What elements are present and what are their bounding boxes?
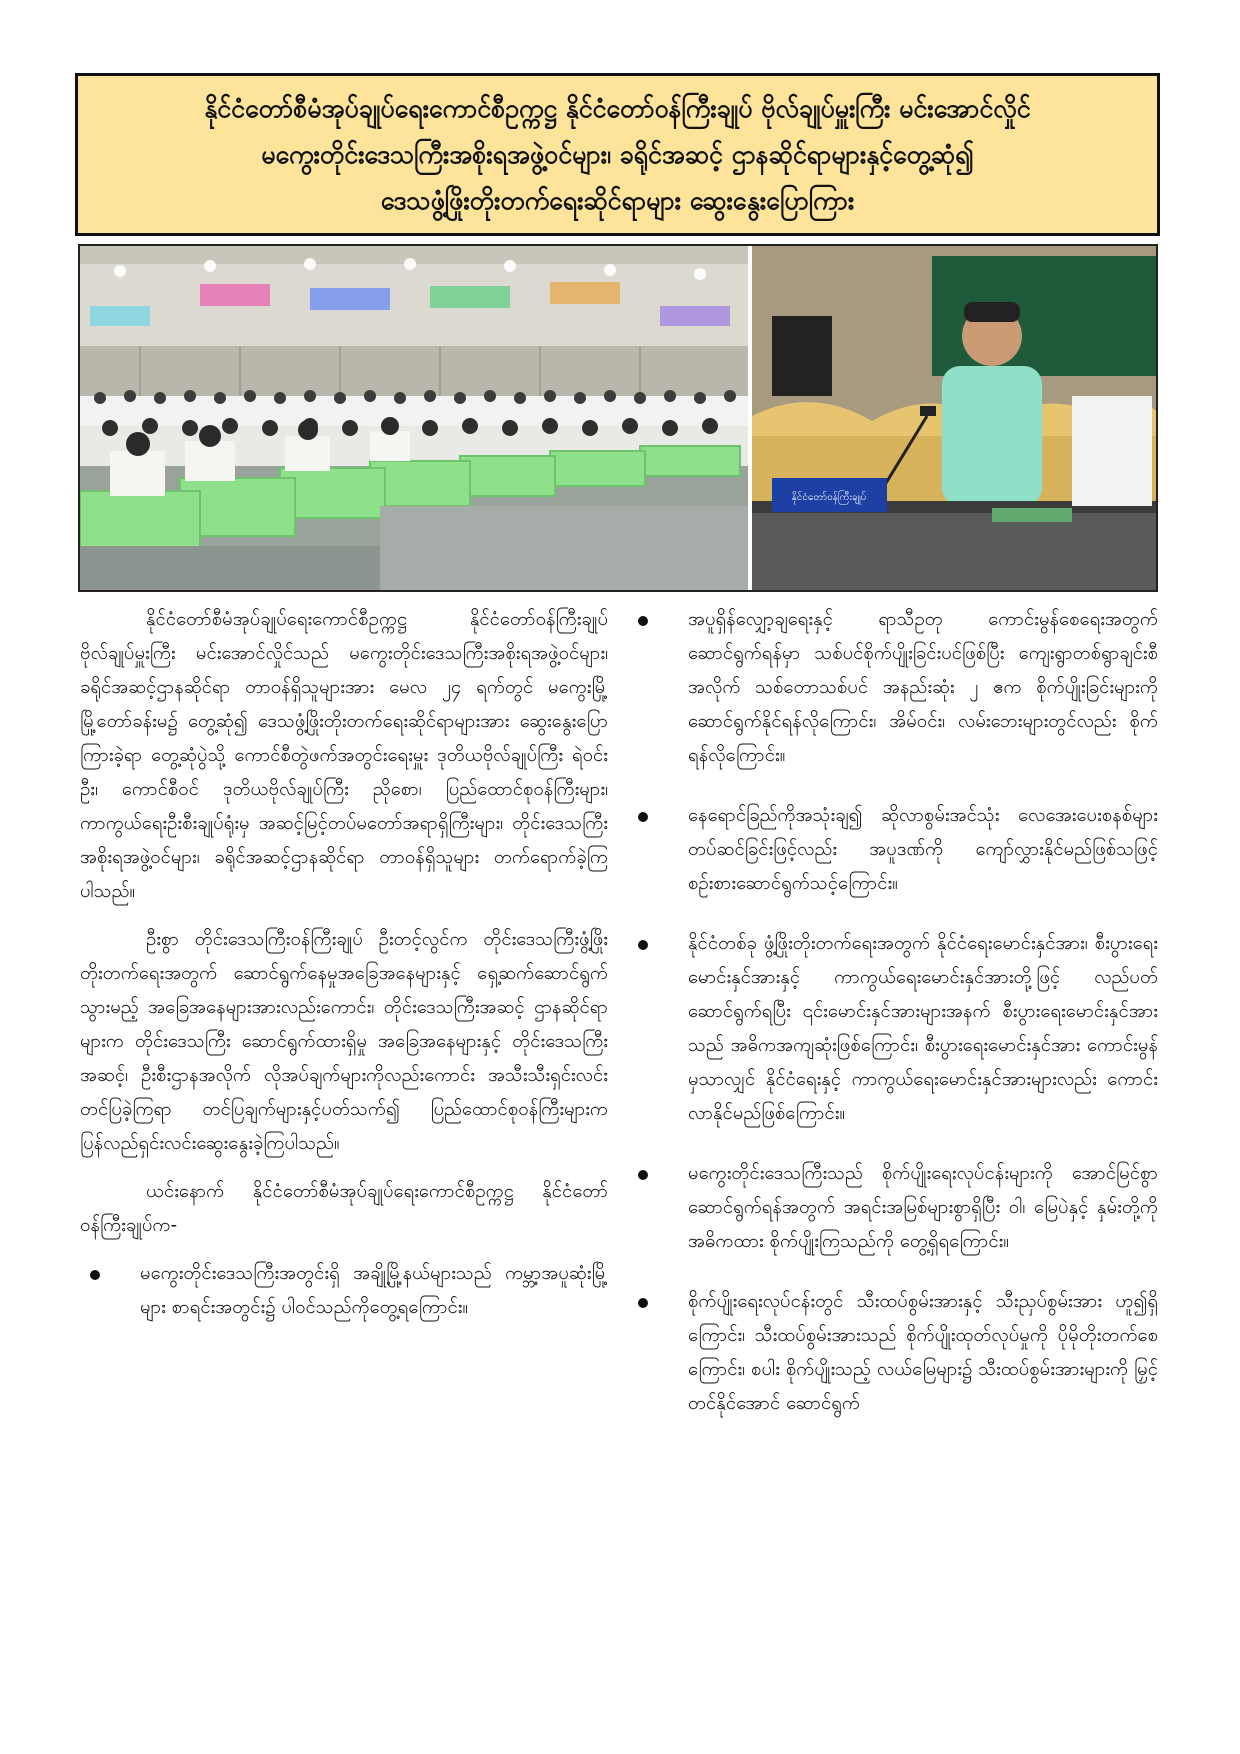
- list-item-text: နေရောင်ခြည်ကိုအသုံးချ၍ ဆိုလာစွမ်းအင်သုံး လေအေးပေးစနစ်များ တပ်ဆင်ခြင်းဖြင့်လည်း အပူဒဏ်ကို ကျော်လွှားနိုင်မည်ဖြစ်သဖြင့် စဉ်းစားဆောင်ရွက်သင့်ကြောင်း။: [688, 805, 1158, 894]
- paragraph-intro: နိုင်ငံတော်စီမံအုပ်ချုပ်ရေးကောင်စီဥက္ကဋ္ဌ နိုင်ငံတော်ဝန်ကြီးချုပ် ဗိုလ်ချုပ်မှူးကြီး မင်းအောင်လှိုင်သည် မကွေးတိုင်းဒေသကြီးအစိုးရအဖွဲ့ဝင်များ၊ ခရိုင်အဆင့်ဌာနဆိုင်ရာ တာဝန်ရှိသူများအား မေလ ၂၄ ရက်တွင် မကွေးမြို့ မြို့တော်ခန်းမ၌ တွေ့ဆုံ၍ ဒေသဖွံ့ဖြိုးတိုးတက်ရေးဆိုင်ရာများအား ဆွေးနွေးပြောကြားခဲ့ရာ တွေ့ဆုံပွဲသို့ ကောင်စီတွဲဖက်အတွင်းရေးမှူး ဒုတိယဗိုလ်ချုပ်ကြီး ရဲဝင်းဦး၊ ကောင်စီဝင် ဒုတိယဗိုလ်ချုပ်ကြီး ညိုစော၊ ပြည်ထောင်စုဝန်ကြီးများ၊ ကာကွယ်ရေးဦးစီးချုပ်ရုံးမှ အဆင့်မြင့်တပ်မတော်အရာရှိကြီးများ၊ တိုင်းဒေသကြီးအစိုးရအဖွဲ့ဝင်များ၊ ခရိုင်အဆင့်ဌာနဆိုင်ရာ တာဝန်ရှိသူများ တက်ရောက်ခဲ့ကြပါသည်။: [80, 609, 608, 902]
- speaker-illustration: [752, 246, 1156, 590]
- headline-box: [75, 73, 1160, 236]
- list-item-text: မကွေးတိုင်းဒေသကြီးအတွင်းရှိ အချို့မြို့နယ်များသည် ကမ္ဘာ့အပူဆုံးမြို့များ စာရင်းအတွင်း၌ ပါဝင်သည်ကိုတွေ့ရကြောင်း။: [140, 1263, 608, 1318]
- list-item-text: မကွေးတိုင်းဒေသကြီးသည် စိုက်ပျိုးရေးလုပ်ငန်းများကို အောင်မြင်စွာ ဆောင်ရွက်ရန်အတွက် အရင်းအမြစ်များစွာရှိပြီး ဝါ၊ မြေပဲနှင့် နှမ်းတို့ကို အဓိကထား စိုက်ပျိုးကြသည်ကို တွေ့ရှိရကြောင်း။: [688, 1163, 1158, 1252]
- paragraph-lead-in: ယင်းနောက် နိုင်ငံတော်စီမံအုပ်ချုပ်ရေးကောင်စီဥက္ကဋ္ဌ နိုင်ငံတော်ဝန်ကြီးချုပ်က-: [80, 1181, 608, 1236]
- list-item-text: နိုင်ငံတစ်ခု ဖွံ့ဖြိုးတိုးတက်ရေးအတွက် နိုင်ငံရေးမောင်းနှင်အား၊ စီးပွားရေးမောင်းနှင်အားနှင့် ကာကွယ်ရေးမောင်းနှင်အားတို့ဖြင့် လည်ပတ်ဆောင်ရွက်ရပြီး ၎င်းမောင်းနှင်အားများအနက် စီးပွားရေးမောင်းနှင်အားသည် အဓိကအကျဆုံးဖြစ်ကြောင်း၊ စီးပွားရေးမောင်းနှင်အား ကောင်းမွန်မှသာလျှင် နိုင်ငံရေးနှင့် ကာကွယ်ရေးမောင်းနှင်အားများလည်း ကောင်းလာနိုင်မည်ဖြစ်ကြောင်း။: [688, 933, 1158, 1124]
- meeting-hall-illustration: [80, 246, 748, 590]
- list-item-text: အပူရှိန်လျှော့ချရေးနှင့် ရာသီဥတု ကောင်းမွန်စေရေးအတွက် ဆောင်ရွက်ရန်မှာ သစ်ပင်စိုက်ပျိုးခြင်းပင်ဖြစ်ပြီး ကျေးရွာတစ်ရွာချင်းစီအလိုက် သစ်တောသစ်ပင် အနည်းဆုံး ၂ ဧက စိုက်ပျိုးခြင်းများကို ဆောင်ရွက်နိုင်ရန်လိုကြောင်း၊ အိမ်ဝင်း၊ လမ်းဘေးများတွင်လည်း စိုက်ရန်လိုကြောင်း။: [688, 609, 1158, 766]
- headline-line-3: ဒေသဖွံ့ဖြိုးတိုးတက်ရေးဆိုင်ရာများ ဆွေးနွေးပြောကြား: [380, 185, 855, 215]
- name-plate-text: နိုင်ငံတော်ဝန်ကြီးချုပ်: [791, 492, 867, 503]
- bullet-dot-icon: [638, 940, 648, 950]
- bullet-dot-icon: [638, 616, 648, 626]
- list-item: [80, 1257, 608, 1325]
- left-column: [80, 603, 608, 1351]
- list-item: [628, 927, 1158, 1131]
- list-item: [628, 1285, 1158, 1421]
- speaker-photo: [752, 246, 1156, 590]
- photo-strip: [78, 244, 1158, 592]
- headline-line-2: မကွေးတိုင်းဒေသကြီးအစိုးရအဖွဲ့ဝင်များ၊ ခရိုင်အဆင့် ဌာနဆိုင်ရာများနှင့်တွေ့ဆုံ၍: [261, 139, 974, 169]
- paragraph-chief-minister: ဦးစွာ တိုင်းဒေသကြီးဝန်ကြီးချုပ် ဦးတင့်လွင်က တိုင်းဒေသကြီးဖွံ့ဖြိုးတိုးတက်ရေးအတွက် ဆောင်ရွက်နေမှုအခြေအနေများနှင့် ရှေ့ဆက်ဆောင်ရွက်သွားမည့် အခြေအနေများအားလည်းကောင်း၊ တိုင်းဒေသကြီးအဆင့် ဌာနဆိုင်ရာများက တိုင်းဒေသကြီး ဆောင်ရွက်ထားရှိမှု အခြေအနေများနှင့် တိုင်းဒေသကြီးအဆင့်၊ ဦးစီးဌာနအလိုက် လိုအပ်ချက်များကိုလည်းကောင်း အသီးသီးရှင်းလင်းတင်ပြခဲ့ကြရာ တင်ပြချက်များနှင့်ပတ်သက်၍ ပြည်ထောင်စုဝန်ကြီးများက ပြန်လည်ရှင်းလင်းဆွေးနွေးခဲ့ကြပါသည်။: [80, 929, 608, 1154]
- bullet-dot-icon: [90, 1270, 100, 1280]
- meeting-hall-photo: [80, 246, 748, 590]
- list-item-text: စိုက်ပျိုးရေးလုပ်ငန်းတွင် သီးထပ်စွမ်းအားနှင့် သီးညှပ်စွမ်းအား ဟူ၍ရှိကြောင်း၊ သီးထပ်စွမ်းအားသည် စိုက်ပျိုးထုတ်လုပ်မှုကို ပိုမိုတိုးတက်စေကြောင်း၊ စပါး စိုက်ပျိုးသည့် လယ်မြေများ၌ သီးထပ်စွမ်းအားများကို မြှင့်တင်နိုင်အောင် ဆောင်ရွက်: [688, 1291, 1158, 1414]
- right-column: [628, 603, 1158, 1447]
- bullet-dot-icon: [638, 1298, 648, 1308]
- list-item: [628, 1157, 1158, 1259]
- bullet-dot-icon: [638, 1170, 648, 1180]
- bullet-dot-icon: [638, 812, 648, 822]
- headline-line-1: နိုင်ငံတော်စီမံအုပ်ချုပ်ရေးကောင်စီဥက္ကဋ္ဌ နိုင်ငံတော်ဝန်ကြီးချုပ် ဗိုလ်ချုပ်မှူးကြီး မင်းအောင်လှိုင်: [204, 93, 1031, 123]
- list-item: [628, 799, 1158, 901]
- list-item: [628, 603, 1158, 773]
